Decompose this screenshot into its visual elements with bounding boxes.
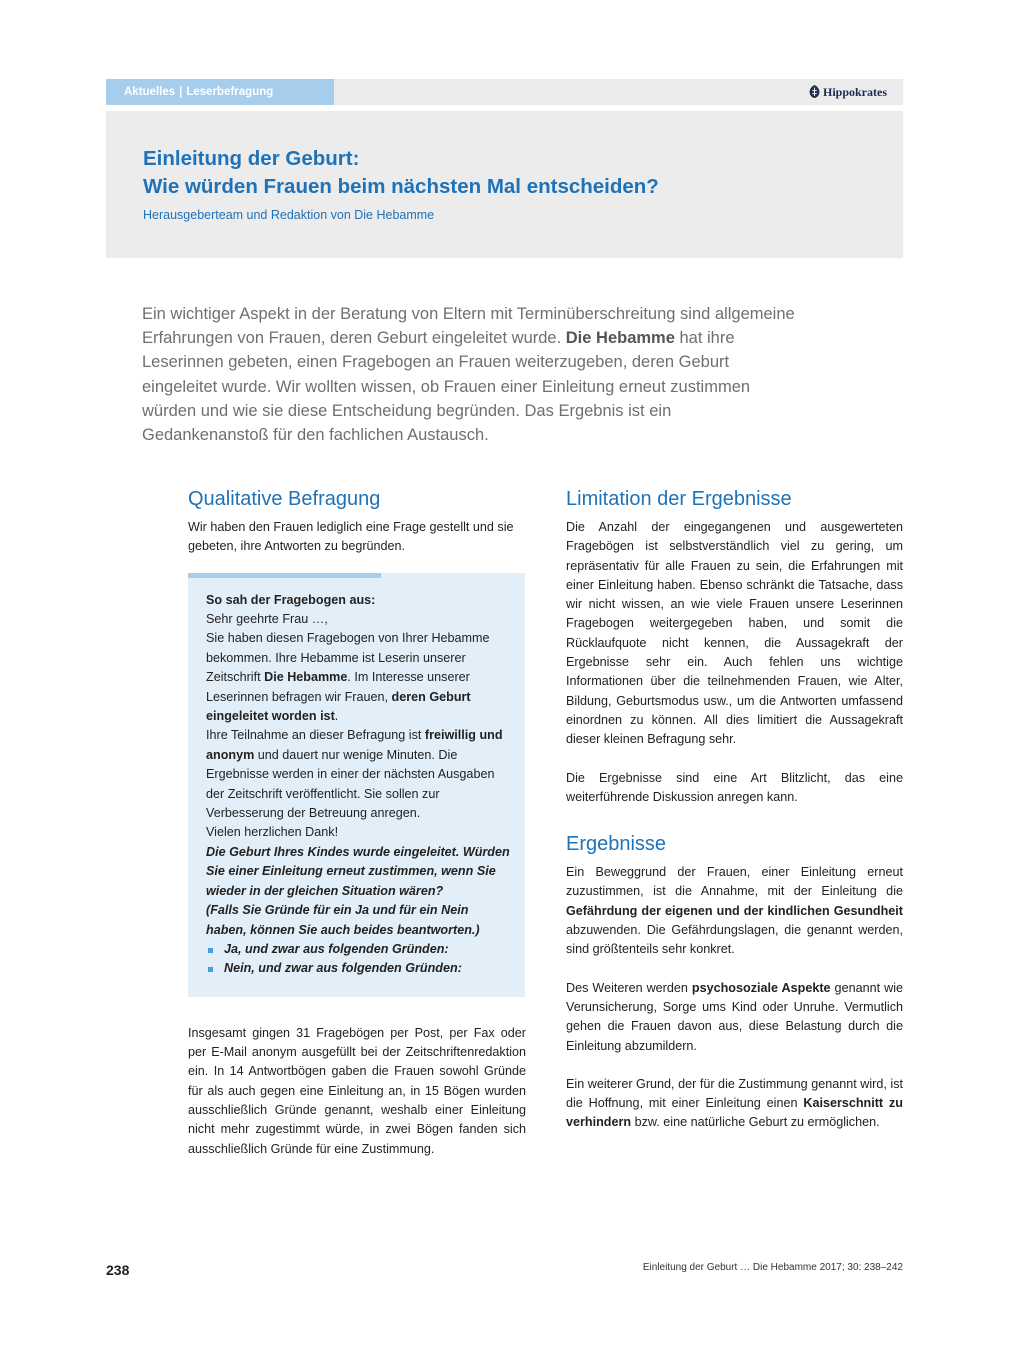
results-text: bzw. eine natürliche Geburt zu ermöglichen. (631, 1115, 880, 1130)
heading-results: Ergebnisse (566, 833, 667, 856)
results-paragraph-2 (566, 979, 903, 1056)
answer-option-label: Ja, und zwar aus folgenden Gründen: (224, 941, 449, 956)
results-text: genannt wie Verunsicherung, Sorge ums Kind oder Unruhe. Vermutlich gehen die Frauen davon aus, diese Belastung durch die Einleitung abzumildern. (566, 980, 903, 1053)
questionnaire-paragraph-2 (206, 726, 511, 823)
article-byline: Herausgeberteam und Redaktion von Die Hebamme (143, 208, 435, 222)
publisher-logo-icon (809, 85, 823, 99)
questionnaire-salutation: Sehr geehrte Frau …, (206, 612, 328, 626)
article-title-line-2: Wie würden Frauen beim nächsten Mal entscheiden? (143, 175, 659, 198)
results-paragraph-3 (566, 1075, 903, 1133)
limitations-paragraph-1: Die Anzahl der eingegangenen und ausgewerteten Fragebögen ist selbstverständlich viel zu gering, um repräsentativ für alle Frauen zu sein, die Erfahrungen mit einer Einleitung haben. Ebenso schränkt die Tatsache, dass wir nicht wissen, an wie viele Frauen unsere Leserinnen Fragebogen weitergegeben haben, und somit die Rücklaufquote nicht kennen, die Aussagekraft der Ergebnisse sehr ein. Auch fehlen uns wichtige Informationen über die teilnehmenden Frauen, wie Alter, Bildung, Geburtsmodus usw., um die Antworten umfassend einordnen zu können. All dies limitiert die Aussagekraft dieser kleinen Befragung sehr. (566, 520, 903, 747)
results-text: Ein weiterer Grund, der für die Zustimmung genannt wird, ist die Hoffnung, mit einer Einleitung einen (566, 1076, 903, 1111)
questionnaire-question: Die Geburt Ihres Kindes wurde eingeleitet. Würden Sie einer Einleitung erneut zustimmen, wenn Sie wieder in der gleichen Situation wären? (206, 844, 510, 898)
heading-limitations: Limitation der Ergebnisse (566, 488, 792, 510)
questionnaire-thanks: Vielen herzlichen Dank! (206, 825, 339, 840)
questionnaire-box (188, 573, 525, 997)
results-emphasis: Gefährdung der eigenen und der kindlichen Gesundheit (566, 903, 903, 918)
box-accent-bar (188, 573, 381, 578)
lead-text: Ein wichtiger Aspekt in der Beratung von Eltern mit Terminüberschreitung sind allgemeine Erfahrungen von Frauen, deren Geburt eingeleitet wurde. (142, 305, 795, 348)
questionnaire-paragraph-1 (206, 629, 511, 726)
publisher-name: Hippokrates (822, 85, 887, 99)
section-separator: | (179, 86, 183, 98)
questionnaire-title: So sah der Fragebogen aus: (206, 592, 376, 607)
lead-text-continued: hat ihre Leserinnen gebeten, einen Fragebogen an Frauen weiterzugeben, deren Geburt eingeleitet wurde. Wir wollten wissen, ob Frauen einer Einleitung erneut zustimmen würden und wie sie diese Entscheidung begründen. Das Ergebnis ist ein Gedankenanstoß für den fachlichen Austausch. (142, 329, 751, 445)
questionnaire-text: Sie haben diesen Fragebogen von Ihrer Hebamme bekommen. Ihre Hebamme ist Leserin unserer Zeitschrift (206, 631, 490, 685)
answer-options-list (206, 940, 511, 979)
survey-intro: Wir haben den Frauen lediglich eine Frage gestellt und sie gebeten, ihre Antworten zu begründen. (188, 520, 514, 554)
left-column (188, 486, 526, 1178)
heading-qualitative-survey: Qualitative Befragung (188, 488, 381, 510)
page-number: 238 (106, 1262, 130, 1278)
results-text: abzuwenden. Die Gefährdungslagen, die genannt werden, sind größtenteils sehr konkret. (566, 923, 903, 957)
results-paragraph-1 (566, 863, 903, 959)
questionnaire-emphasis: freiwillig und anonym (206, 728, 503, 762)
title-panel (106, 111, 903, 258)
right-column (566, 486, 903, 1152)
questionnaire-emphasis: deren Geburt eingeleitet worden ist (206, 689, 471, 724)
subsection-label: Leserbefragung (186, 86, 274, 98)
publisher-header (334, 79, 903, 105)
lead-journal-name: Die Hebamme (565, 329, 675, 348)
questionnaire-text: Ihre Teilnahme an dieser Befragung ist (206, 728, 425, 743)
article-lead (142, 302, 802, 447)
section-header (106, 79, 334, 105)
results-text: Des Weiteren werden (566, 980, 692, 995)
bullet-icon (208, 967, 213, 972)
questionnaire-journal-name: Die Hebamme (264, 670, 348, 685)
article-title-line-1: Einleitung der Geburt: (143, 147, 360, 170)
bullet-icon (208, 948, 213, 953)
results-emphasis: psychosoziale Aspekte (691, 980, 831, 995)
questionnaire-text: . Im Interesse unserer Leserinnen befragen wir Frauen, (206, 670, 470, 704)
questionnaire-question-note: (Falls Sie Gründe für ein Ja und für ein Nein haben, können Sie auch beides beantworten.) (206, 903, 480, 937)
section-label: Aktuelles (124, 86, 176, 98)
answer-option-label: Nein, und zwar aus folgenden Gründen: (224, 961, 462, 976)
article-title (143, 145, 659, 201)
answer-option-yes (206, 940, 511, 959)
questionnaire-text: . (334, 709, 339, 724)
results-emphasis: Kaiserschnitt zu verhindern (566, 1096, 903, 1130)
questionnaire-text: und dauert nur wenige Minuten. Die Ergebnisse werden in einer der nächsten Ausgaben der Zeitschrift veröffentlicht. Sie sollen zur Verbesserung der Betreuung anregen. (206, 747, 495, 821)
limitations-paragraph-2: Die Ergebnisse sind eine Art Blitzlicht, das eine weiterführende Diskussion anregen kann. (566, 770, 903, 804)
citation-reference: Einleitung der Geburt … Die Hebamme 2017; 30: 238–242 (642, 1262, 903, 1273)
answer-option-no (206, 959, 511, 978)
survey-summary: Insgesamt gingen 31 Fragebögen per Post, per Fax oder per E-Mail anonym ausgefüllt bei der Zeitschriftenredaktion ein. In 14 Antwortbögen gaben die Frauen sowohl Gründe für als auch gegen eine Einleitung an, in 15 Bögen wurden ausschließlich Gründe genannt, weshalb einer Einleitung nicht mehr zugestimmt würde, in zwei Bögen fanden sich ausschließlich Gründe für eine Zustimmung. (188, 1025, 526, 1156)
results-text: Ein Beweggrund der Frauen, einer Einleitung erneut zuzustimmen, ist die Annahme, mit der Einleitung die (566, 865, 903, 899)
